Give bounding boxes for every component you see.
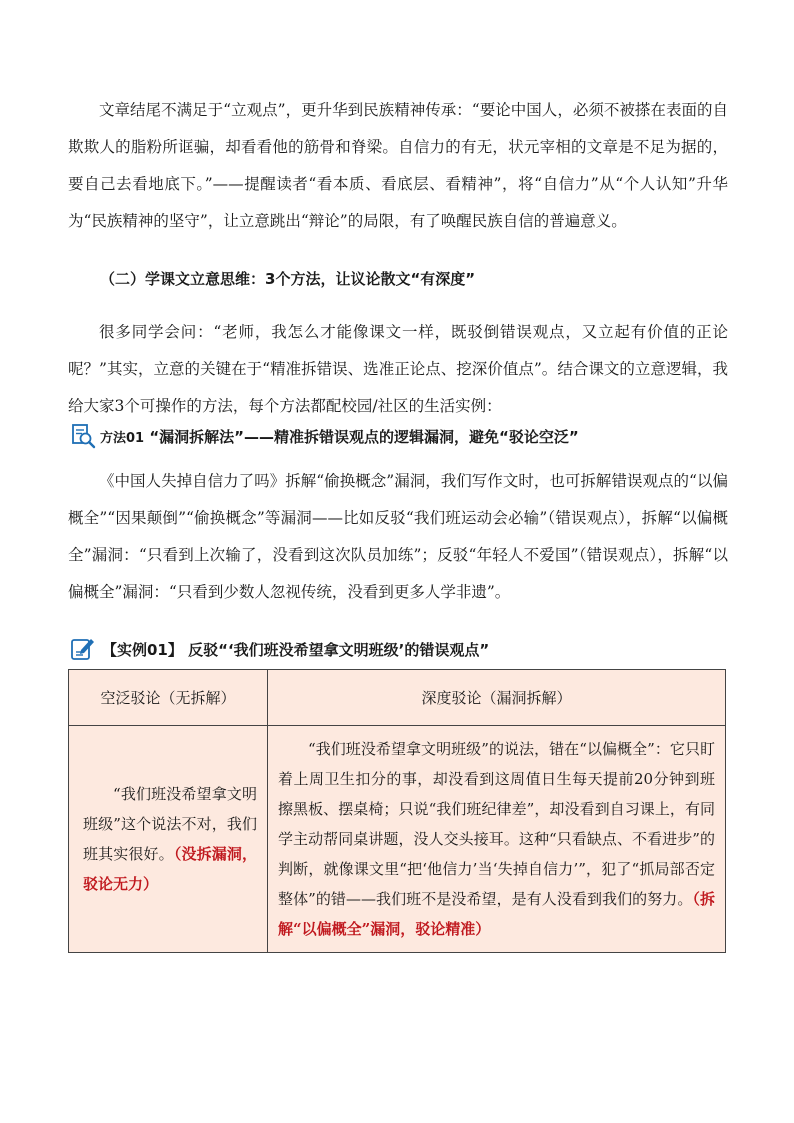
table-cell-shallow: [69, 726, 268, 953]
example-title-text: 反驳“‘我们班没希望拿文明班级’的错误观点”: [188, 640, 490, 659]
deep-text: “我们班没希望拿文明班级”的说法，错在“以偏概全”：它只盯着上周卫生扣分的事，却没看到这周值日生每天提前20分钟到班擦黑板、摆桌椅；只说“我们班纪律差”，却没看到自习课上，有同学主动帮同桌讲题，没人交头接耳。这种“只看缺点、不看进步”的判断，就像课文里“把‘他信力’当‘失掉自信力’”，犯了“抓局部否定整体”的错——我们班不是没希望，是有人没看到我们的努力。: [278, 740, 715, 908]
table-row: [69, 726, 726, 953]
method-tag: 方法01: [100, 430, 145, 446]
magnifier-document-icon: [70, 423, 96, 449]
shallow-note: （没拆漏洞，驳论无力）: [83, 845, 257, 893]
paragraph-method: 《中国人失掉自信力了吗》拆解“偷换概念”漏洞，我们写作文时，也可拆解错误观点的“以偏概全”“因果颠倒”“偷换概念”等漏洞——比如反驳“我们班运动会必输”（错误观点），拆解“以偏概全”漏洞：“只看到上次输了，没看到这次队员加练”；反驳“年轻人不爱国”（错误观点），拆解“以偏概全”漏洞：“只看到少数人忽视传统，没看到更多人学非遗”。: [68, 472, 728, 601]
paragraph-conclusion: 文章结尾不满足于“立观点”，更升华到民族精神传承：“要论中国人，必须不被搽在表面的自欺欺人的脂粉所诓骗，却看看他的筋骨和脊梁。自信力的有无，状元宰相的文章是不足为据的，要自己去看地底下。”——提醒读者“看本质、看底层、看精神”，将“自信力”从“个人认知”升华为“民族精神的坚守”，让立意跳出“辩论”的局限，有了唤醒民族自信的普遍意义。: [68, 101, 728, 230]
method-title: [70, 423, 579, 449]
deep-note: （拆解“以偏概全”漏洞，驳论精准）: [278, 890, 715, 938]
table-header-deep: 深度驳论（漏洞拆解）: [268, 670, 726, 726]
table-header-row: [69, 670, 726, 726]
section-heading: （二）学课文立意思维：3个方法，让议论散文“有深度”: [100, 270, 476, 288]
example-tag: 【实例01】: [102, 640, 183, 659]
method-title-text: “漏洞拆解法”——精准拆错误观点的逻辑漏洞，避免“驳论空泛”: [149, 427, 579, 446]
comparison-table: [68, 669, 726, 953]
pencil-note-icon: [70, 636, 96, 662]
shallow-text: “我们班没希望拿文明班级”这个说法不对，我们班其实很好。: [83, 785, 257, 863]
paragraph-intro: 很多同学会问：“老师，我怎么才能像课文一样，既驳倒错误观点，又立起有价值的正论呢？”其实，立意的关键在于“精准拆错误、选准正论点、挖深价值点”。结合课文的立意逻辑，我给大家3个可操作的方法，每个方法都配校园/社区的生活实例：: [68, 323, 728, 415]
table-cell-deep: [268, 726, 726, 953]
example-title: [70, 636, 489, 662]
table-header-shallow: 空泛驳论（无拆解）: [69, 670, 268, 726]
